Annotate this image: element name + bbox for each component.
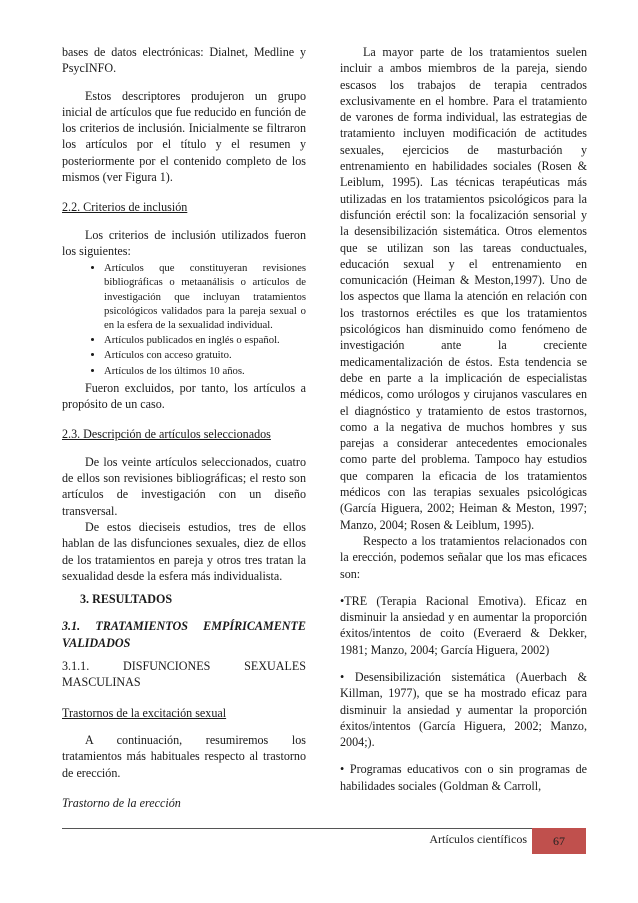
list-item: • Artículos publicados en inglés o español. (104, 333, 306, 347)
paragraph: A continuación, resumiremos los tratamientos más habituales respecto al trastorno de erección. (62, 732, 306, 780)
paragraph: Fueron excluidos, por tanto, los artículos a propósito de un caso. (62, 380, 306, 412)
heading-word: SEXUALES (244, 659, 306, 674)
paragraph: La mayor parte de los tratamientos suelen incluir a ambos miembros de la pareja, siendo escasos los trabajos de terapia centrados exclusivamente en el hombre. Para el tratamiento de varones de forma individual, las estrategias de tratamiento incluyen modificación de actitudes sexuales, ejercicios de masturbación y entrenamiento en habilidades sociales (Rosen & Leiblum, 1995). Las técnicas terapéuticas más utilizadas en los tratamientos psicológicos para la disfunción eréctil son: la focalización sensorial y la desensibilización sistemática. Otros elementos que se utilizan son las tareas conductuales, educación sexual y el entrenamiento en comunicación (Heiman & Meston,1997). Uno de los aspectos que llama la atención en relación con los trastornos eréctiles es que los tratamientos psicológicos han disminuido como fenómeno de investigación ante la creciente medicamentalización de éstos. Esta tendencia se debe en parte a la implicación de especialistas médicos, como urólogos y cirujanos vasculares en el diagnóstico y tratamiento de estos trastornos, como a la negativa de muchos hombres y sus parejas a considerar antecedentes emocionales como parte del problema. Tampoco hay estudios que comparen la eficacia de los tratamientos médicos con las terapias sexuales psicológicas (García Higuera, 2002; Heiman & Meston, 1997; Manzo, 2004; Rosen & Leiblum, 1995). (340, 45, 587, 532)
paragraph: De los veinte artículos seleccionados, cuatro de ellos son revisiones bibliográficas; el resto son artículos de investigación con un diseño transversal. (62, 454, 306, 518)
treatment-item: •TRE (Terapia Racional Emotiva). Eficaz en disminuir la ansiedad y en aumentar la proporción éxitos/intentos de coito (Everaerd & Dekker, 1981; Manzo, 2004; García Higuera, 2002) (340, 593, 587, 657)
section-heading-3-1: 3.1. TRATAMIENTOS EMPÍRICAMENTE VALIDADOS (62, 619, 306, 650)
footer-section-label: Artículos científicos (429, 832, 527, 846)
subheading-erection: Trastorno de la erección (62, 795, 181, 810)
treatment-item: • Programas educativos con o sin programas de habilidades sociales (Goldman & Carroll, (340, 762, 587, 793)
heading-word: DISFUNCIONES (123, 659, 211, 674)
section-heading-2-3: 2.3. Descripción de artículos seleccionados (62, 427, 271, 442)
left-column (62, 44, 306, 811)
paragraph: Estos descriptores produjeron un grupo inicial de artículos que fue reducido en función de los criterios de inclusión. Inicialmente se filtraron los artículos por el título y el resumen y posteriormente por el contenido completo de los mismos (ver Figura 1). (62, 88, 306, 185)
list-item: • Artículos de los últimos 10 años. (104, 364, 306, 378)
treatment-item: • Desensibilización sistemática (Auerbach & Killman, 1977), que se ha mostrado eficaz para disminuir la ansiedad y aumentar la proporción éxitos/intentos (García Higuera, 2002; Manzo, 2004;). (340, 669, 587, 750)
heading-number: 3.1.1. (62, 659, 90, 674)
paragraph: bases de datos electrónicas: Dialnet, Medline y PsycINFO. (62, 45, 306, 76)
heading-word: MASCULINAS (62, 675, 141, 690)
paragraph: Los criterios de inclusión utilizados fueron los siguientes: (62, 227, 306, 258)
section-heading-2-2: 2.2. Criterios de inclusión (62, 200, 188, 215)
list-item: • Artículos que constituyeran revisiones bibliográficas o metaanálisis o artículos de investigación que incluyan tratamientos psicológicos validados para la pareja sexual o en la esfera de la sexualidad individual. (104, 261, 306, 332)
inclusion-criteria-list (62, 261, 306, 378)
list-item: • Artículos con acceso gratuito. (104, 348, 306, 362)
section-heading-results: 3. RESULTADOS (80, 592, 173, 607)
section-heading-3-1-1 (62, 658, 306, 674)
page-number-badge: 67 (532, 828, 586, 854)
paragraph: Respecto a los tratamientos relacionados con la erección, podemos señalar que los mas eficaces son: (340, 533, 587, 581)
subheading-excitation: Trastornos de la excitación sexual (62, 705, 227, 720)
paragraph: De estos dieciseis estudios, tres de ellos hablan de las disfunciones sexuales, diez de ellos de los tratamientos en pareja y otros tres tratan la sexualidad desde la esfera más individualista. (62, 519, 306, 583)
right-column (340, 44, 587, 794)
footer-divider (62, 828, 586, 829)
